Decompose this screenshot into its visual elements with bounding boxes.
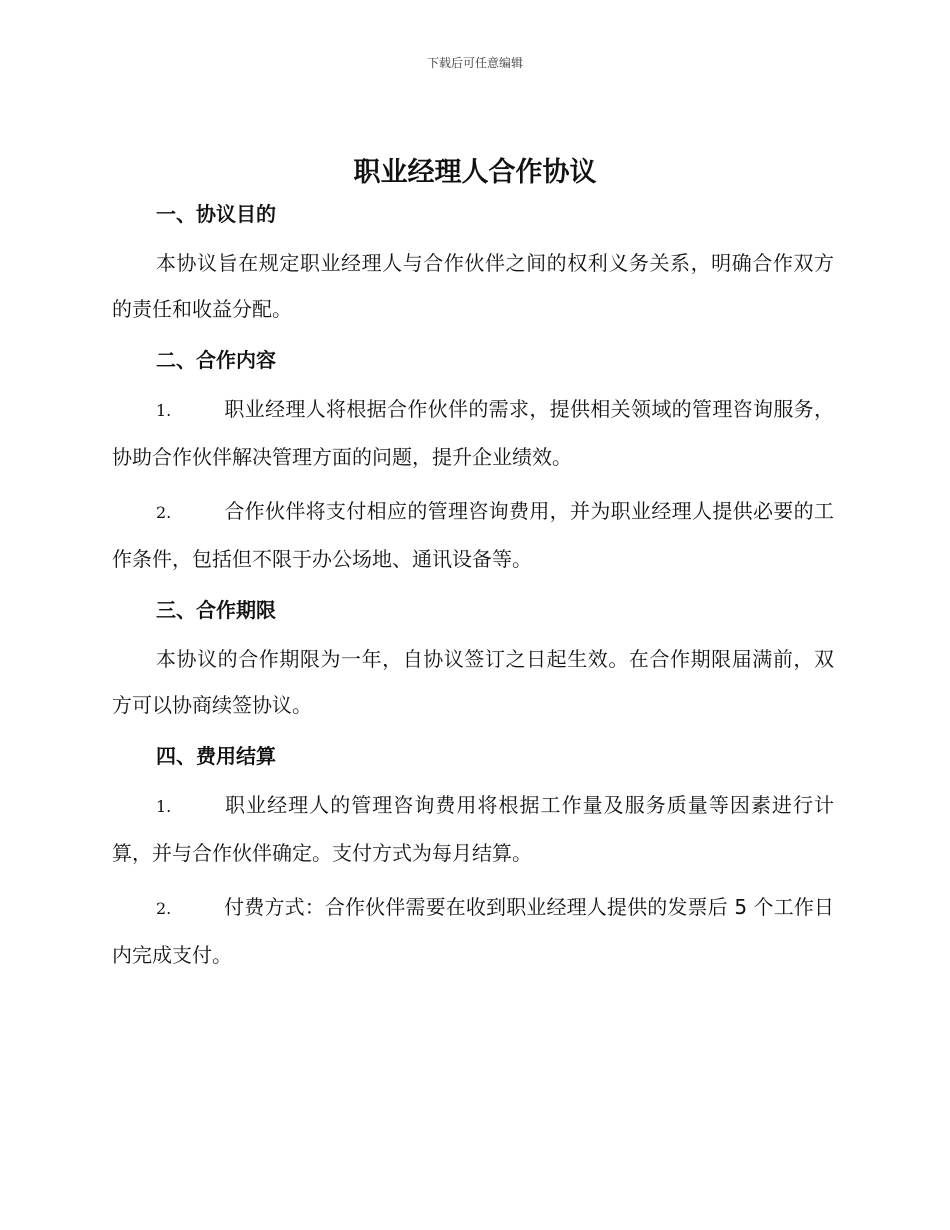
paragraph: 本协议旨在规定职业经理人与合作伙伴之间的权利义务关系，明确合作双方的责任和收益分配。: [112, 251, 834, 321]
item-number: 2.: [156, 899, 172, 918]
section-content: [112, 340, 834, 582]
section-heading: 三、合作期限: [156, 598, 276, 622]
section-heading: 二、合作内容: [156, 348, 276, 372]
section-purpose: [112, 194, 834, 332]
section-heading: 一、协议目的: [156, 202, 276, 226]
numbered-item: [112, 782, 834, 876]
numbered-item: [112, 386, 834, 480]
item-text: 合作伙伴将支付相应的管理咨询费用，并为职业经理人提供必要的工作条件，包括但不限于办公场地、通讯设备等。: [112, 499, 834, 571]
numbered-item: [112, 884, 834, 978]
item-text: 职业经理人的管理咨询费用将根据工作量及服务质量等因素进行计算，并与合作伙伴确定。支付方式为每月结算。: [112, 793, 834, 865]
section-heading: 四、费用结算: [156, 744, 276, 768]
item-number: 2.: [156, 503, 172, 522]
item-text: 付费方式：合作伙伴需要在收到职业经理人提供的发票后 5 个工作日内完成支付。: [112, 895, 834, 967]
document-body: [112, 194, 834, 986]
paragraph: 本协议的合作期限为一年，自协议签订之日起生效。在合作期限届满前，双方可以协商续签协议。: [112, 647, 834, 717]
item-text: 职业经理人将根据合作伙伴的需求，提供相关领域的管理咨询服务，协助合作伙伴解决管理方面的问题，提升企业绩效。: [112, 397, 834, 469]
item-number: 1.: [156, 797, 172, 816]
header-note: 下载后可任意编辑: [426, 56, 523, 70]
item-number: 1.: [156, 401, 172, 420]
numbered-item: [112, 488, 834, 582]
document-title: 职业经理人合作协议: [353, 157, 597, 188]
section-settlement: [112, 736, 834, 978]
section-term: [112, 590, 834, 728]
